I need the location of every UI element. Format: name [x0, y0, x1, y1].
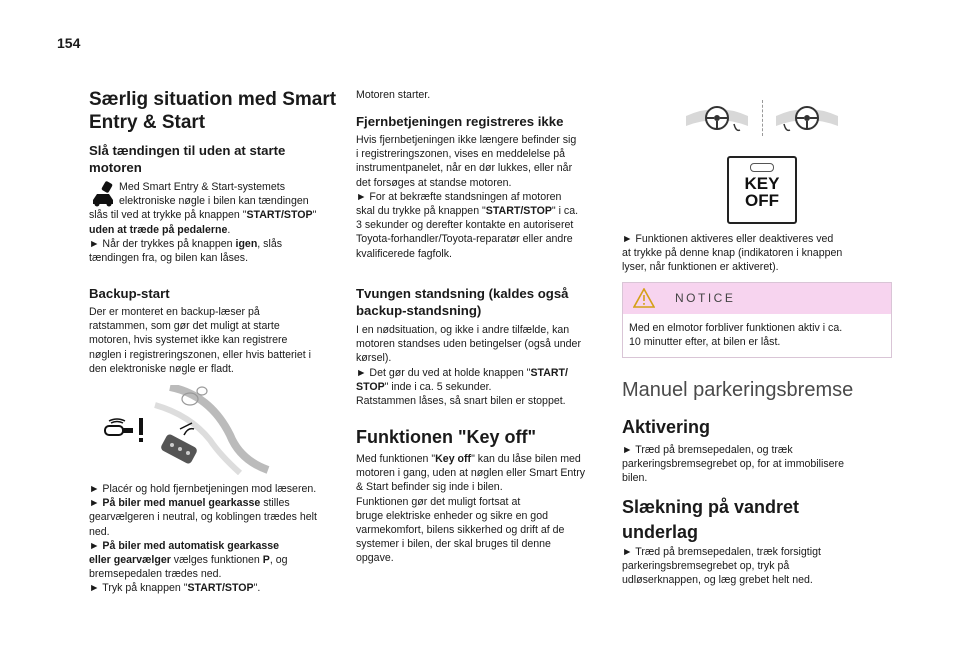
section-title-parking-brake: Manuel parkeringsbremse — [622, 379, 854, 401]
page-number: 154 — [57, 35, 81, 51]
paragraph-release: ► Træd på bremsepedalen, træk forsigtigt parkeringsbremsegrebet op, tryk på udløserknappen, og læg grebet helt ned. — [622, 546, 821, 587]
subheading-backup-start: Backup-start — [89, 286, 170, 301]
paragraph-backup-steps: ► Placér og hold fjernbetjeningen mod læseren. ► På biler med manuel gearkasse stilles gearvælgeren i neutral, og koblingen trædes helt ned. ► På biler med automatisk gearkasse eller gearvælger vælges funktionen P, og bremsepedalen trædes ned. ► Tryk på knappen "START/STOP". — [89, 483, 317, 595]
key-off-button-icon: KEY OFF — [727, 156, 797, 224]
paragraph-forced-stop: I en nødsituation, og ikke i andre tilfælde, kan motoren standses uden betingelser (også under kørsel). ► Det gør du ved at holde knappen "START/ STOP" inde i ca. 5 sekunder. Ratstammen låses, så snart bilen er stoppet. — [356, 324, 581, 408]
steering-wheel-icon — [682, 100, 752, 138]
column-1 — [89, 88, 361, 134]
paragraph-key-off-toggle: ► Funktionen aktiveres eller deaktiveres ved at trykke på denne knap (indikatoren i knappen lyser, når funktionen er aktiveret). — [622, 233, 843, 274]
paragraph-smart-entry: Med Smart Entry & Start-systemets elektroniske nøgle i bilen kan tændingen slås til ved at trykke på knappen "START/STOP" uden at træde på pedalerne. ► Når der trykkes på knappen igen, slås tændingen fra, og bilen kan låses. — [89, 181, 317, 265]
paragraph-backup-start: Der er monteret en backup-læser på ratstammen, som gør det muligt at starte motoren, hvis systemet ikke kan registrere nøglen i registreringszonen, eller hvis batteriet i den elektroniske nøgle er fladt. — [89, 306, 311, 375]
key-warning-icon — [103, 417, 149, 443]
paragraph-key-off: Med funktionen "Key off" kan du låse bilen med motoren i gang, uden at nøglen eller Smart Entry & Start befinder sig inde i bilen. Funktionen gør det muligt fortsat at bruge elektriske enheder og sikre en god varmekomfort, bilens sikkerhed og drift af de systemer i bilen, der skal bruges til denne opgave. — [356, 453, 586, 565]
subheading-ignition: Slå tændingen til uden at starte motoren — [89, 143, 286, 175]
paragraph-motor-starts: Motoren starter. — [356, 89, 431, 101]
steering-column-reader-illustration — [150, 385, 270, 475]
subheading-remote-not-detected: Fjernbetjeningen registreres ikke — [356, 114, 564, 129]
warning-triangle-icon — [633, 288, 655, 308]
steering-wheel-icon — [772, 100, 842, 138]
paragraph-remote-not-detected: Hvis fjernbetjeningen ikke længere befinder sig i registreringszonen, vises en meddelelse på instrumentpanelet, når en dør lukkes, eller når det forsøges at standse motoren. ► For at bekræfte standsningen af motoren skal du trykke på knappen "START/STOP" i ca. 3 sekunder og derefter kontakte en autoriseret Toyota-forhandler/Toyota-reparatør eller andre kvalificerede fagfolk. — [356, 134, 579, 260]
notice-title: NOTICE — [675, 291, 736, 305]
notice-text: Med en elmotor forbliver funktionen aktiv i ca. 10 minutter efter, at bilen er låst. — [629, 322, 843, 349]
notice-header — [623, 283, 891, 314]
heading-activation: Aktivering — [622, 417, 711, 437]
subheading-forced-stop: Tvungen standsning (kaldes også backup-standsning) — [356, 286, 569, 318]
divider — [762, 100, 763, 136]
heading-release-level: Slækning på vandret underlag — [622, 497, 800, 542]
indicator-slot — [750, 163, 774, 172]
section-heading: Særlig situation med Smart Entry & Start — [89, 89, 337, 133]
heading-key-off: Funktionen "Key off" — [356, 427, 537, 447]
notice-box — [622, 282, 892, 358]
paragraph-activation: ► Træd på bremsepedalen, og træk parkeringsbremsegrebet op, for at immobilisere bilen. — [622, 444, 844, 485]
